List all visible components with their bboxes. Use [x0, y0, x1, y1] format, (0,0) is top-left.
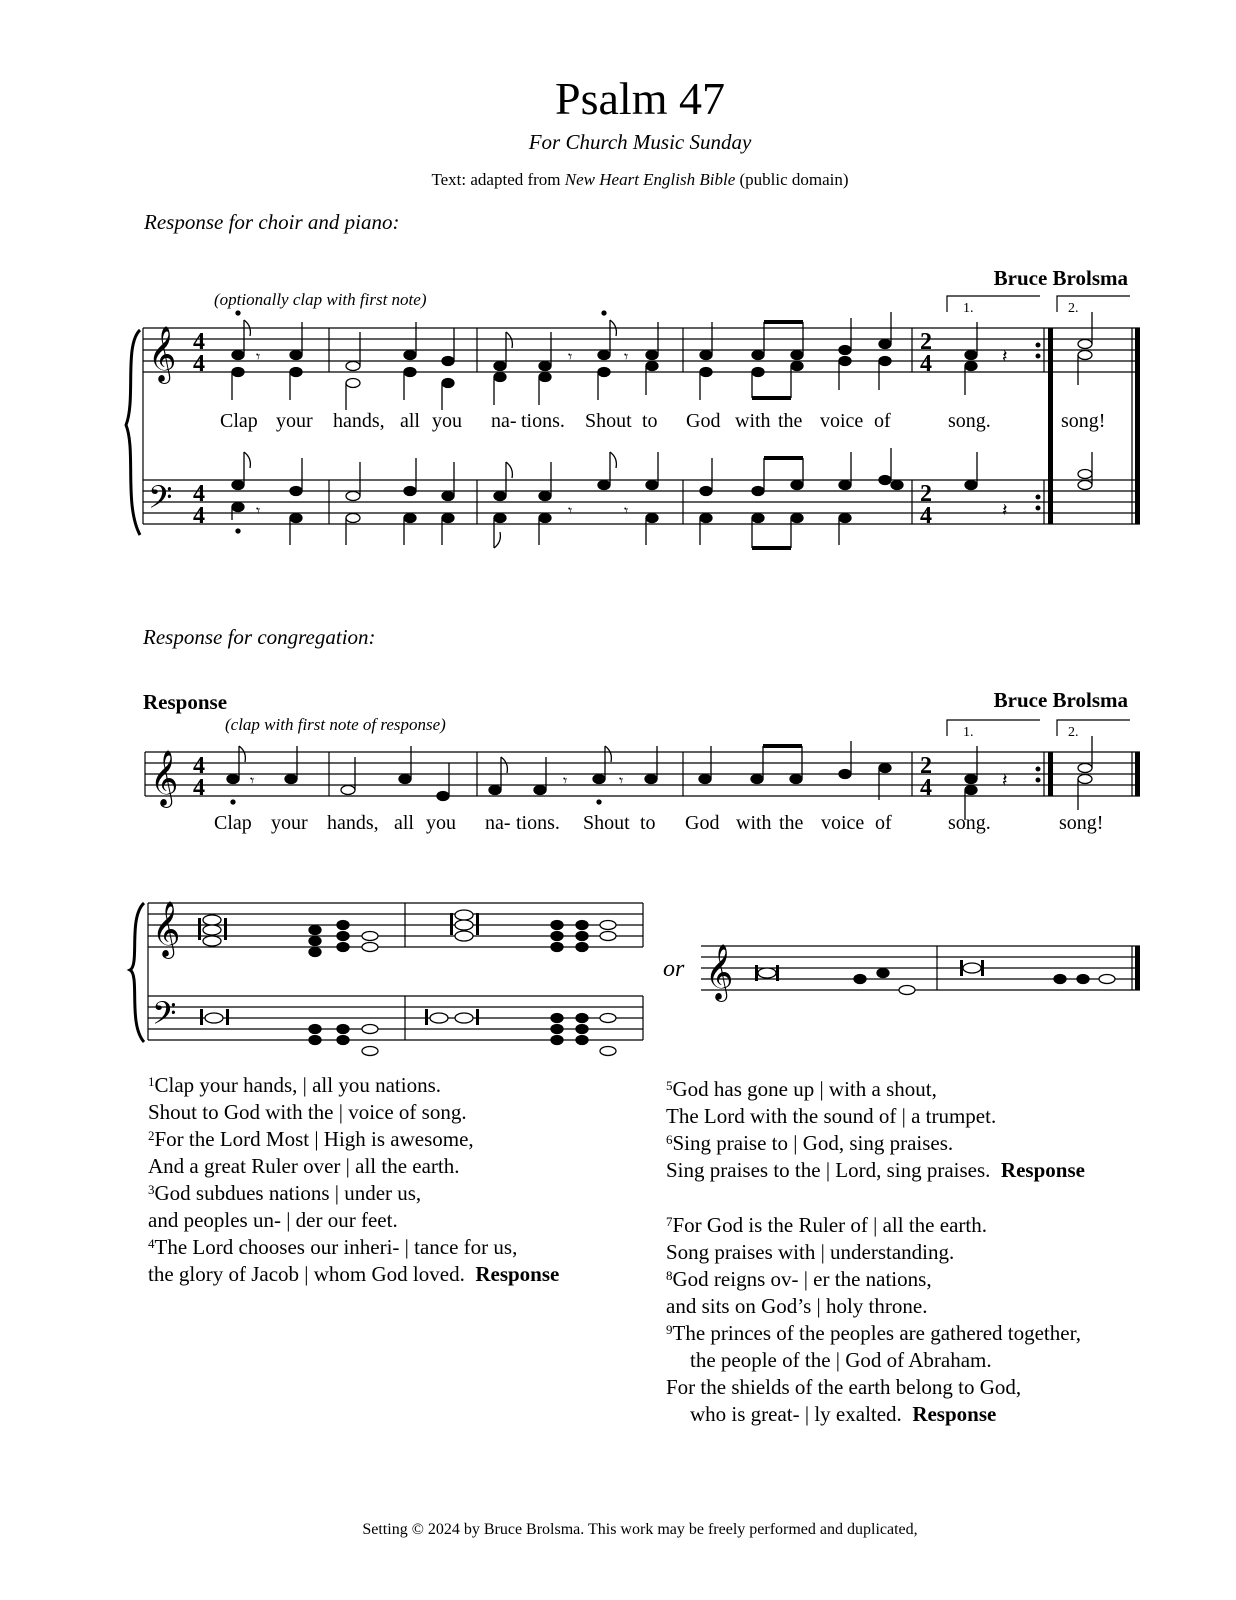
svg-text:4: 4: [193, 329, 205, 355]
verse-line: For the shields of the earth belong to God,: [666, 1375, 1022, 1399]
svg-text:𝄾: 𝄾: [563, 773, 568, 790]
congregation-lyric: all: [394, 812, 414, 834]
congregation-lyric: song.: [948, 812, 991, 834]
verse-line: $^2$For the Lord Most | High is awesome,: [148, 1127, 474, 1151]
svg-text:𝄢: 𝄢: [152, 997, 177, 1039]
choir-lyric: you: [432, 410, 462, 432]
choir-lyric: all: [400, 410, 420, 432]
svg-text:𝄽: 𝄽: [1002, 500, 1008, 520]
svg-text:𝄾: 𝄾: [568, 349, 573, 366]
congregation-treble-clef: 𝄞: [150, 752, 179, 805]
choir-lyric: hands,: [333, 410, 385, 432]
svg-text:2: 2: [920, 753, 932, 779]
verse-line: And a great Ruler over | all the earth.: [148, 1154, 460, 1178]
choir-composer: Bruce Brolsma: [993, 266, 1128, 290]
svg-text:4: 4: [193, 481, 205, 507]
choir-ending-1: 1.: [963, 301, 974, 316]
verses-right-b: [666, 1212, 1081, 1428]
copyright-footer: Setting © 2024 by Bruce Brolsma. This work may be freely performed and duplicated,: [362, 1521, 918, 1538]
svg-text:𝄽: 𝄽: [1002, 346, 1008, 366]
page-title: Psalm 47: [555, 73, 725, 124]
congregation-lyric: your: [271, 812, 308, 834]
choir-lyric: your: [276, 410, 313, 432]
verse-line: $^4$The Lord chooses our inheri- | tance for us,: [148, 1235, 518, 1259]
congregation-ending-1: 1.: [963, 725, 974, 740]
svg-text:𝄾: 𝄾: [624, 503, 629, 520]
page-subtitle: For Church Music Sunday: [528, 130, 752, 154]
congregation-clap-note: (clap with first note of response): [225, 715, 446, 734]
choir-bass-clef: 𝄢: [148, 481, 173, 523]
congregation-ending-2: 2.: [1068, 725, 1079, 740]
choir-lyric: voice: [820, 410, 864, 432]
congregation-lyric: you: [426, 812, 456, 834]
choir-treble-clef: 𝄞: [148, 328, 177, 381]
svg-text:𝄞: 𝄞: [705, 946, 734, 999]
choir-lyric: with: [735, 410, 771, 432]
credit-prefix: Text: adapted from: [431, 170, 565, 189]
congregation-lyric: song!: [1059, 812, 1104, 834]
verse-line: and peoples un- | der our feet.: [148, 1208, 398, 1232]
or-label: or: [663, 956, 685, 982]
credit-source: New Heart English Bible: [564, 170, 736, 189]
svg-text:4: 4: [920, 351, 932, 377]
verse-line: $^7$For God is the Ruler of | all the earth.: [666, 1213, 987, 1237]
svg-text:4: 4: [193, 775, 205, 801]
svg-text:4: 4: [920, 775, 932, 801]
choir-lyric: of: [874, 410, 891, 432]
verse-line: the people of the | God of Abraham.: [690, 1348, 992, 1372]
choir-lyric: to: [642, 410, 658, 432]
choir-lyric: na-: [491, 410, 517, 432]
congregation-lyric: Clap: [214, 812, 252, 834]
choir-lyric: Clap: [220, 410, 258, 432]
congregation-lyric: na-: [485, 812, 511, 834]
choir-ending-2: 2.: [1068, 301, 1079, 316]
svg-text:𝄾: 𝄾: [568, 503, 573, 520]
svg-text:4: 4: [193, 753, 205, 779]
svg-text:𝄾: 𝄾: [256, 503, 261, 520]
congregation-lyric: Shout: [583, 812, 630, 834]
verse-line: and sits on God’s | holy throne.: [666, 1294, 928, 1318]
congregation-lyric: to: [640, 812, 656, 834]
svg-text:2: 2: [920, 481, 932, 507]
verse-line: The Lord with the sound of | a trumpet.: [666, 1104, 997, 1128]
choir-clap-note: (optionally clap with first note): [214, 290, 427, 309]
verse-line: Song praises with | understanding.: [666, 1240, 955, 1264]
response-cue: Response: [475, 1262, 560, 1286]
congregation-lyric: God: [685, 812, 720, 834]
svg-text:𝄾: 𝄾: [619, 773, 624, 790]
svg-text:𝄾: 𝄾: [250, 773, 255, 790]
congregation-lyric: with: [736, 812, 772, 834]
choir-lyric: song.: [948, 410, 991, 432]
congregation-lyric: voice: [821, 812, 865, 834]
verse-line: Sing praises to the | Lord, sing praises. Response: [666, 1158, 1085, 1182]
verse-line: $^9$The princes of the peoples are gathered together,: [666, 1321, 1081, 1345]
svg-text:2: 2: [920, 329, 932, 355]
choir-lyric: the: [778, 410, 803, 432]
svg-text:𝄾: 𝄾: [624, 349, 629, 366]
svg-text:4: 4: [193, 351, 205, 377]
choir-lyric: tions.: [521, 410, 565, 432]
response-cue: Response: [912, 1402, 997, 1426]
verse-line: $^8$God reigns ov- | er the nations,: [666, 1267, 932, 1291]
verses-left: [148, 1072, 559, 1288]
verses-right-a: [666, 1076, 1085, 1184]
verse-line: the glory of Jacob | whom God loved. Response: [148, 1262, 560, 1286]
choir-lyric: God: [686, 410, 721, 432]
choir-lyric: Shout: [585, 410, 632, 432]
verse-line: Shout to God with the | voice of song.: [148, 1100, 467, 1124]
svg-text:𝄽: 𝄽: [1002, 770, 1008, 790]
verse-line: $^3$God subdues nations | under us,: [148, 1181, 422, 1205]
verse-line: $^5$God has gone up | with a shout,: [666, 1077, 937, 1101]
congregation-lyric: hands,: [327, 812, 379, 834]
choir-lyric: song!: [1061, 410, 1106, 432]
svg-text:𝄞: 𝄞: [152, 903, 181, 956]
choir-section-label: Response for choir and piano:: [144, 210, 400, 234]
congregation-section-label: Response for congregation:: [143, 625, 376, 649]
credit-suffix: (public domain): [735, 170, 849, 189]
congregation-response-label: Response: [143, 690, 228, 714]
verse-line: $^1$Clap your hands, | all you nations.: [148, 1073, 442, 1097]
svg-text:𝄾: 𝄾: [256, 349, 261, 366]
svg-text:4: 4: [920, 503, 932, 529]
verse-line: who is great- | ly exalted. Response: [690, 1402, 997, 1426]
congregation-composer: Bruce Brolsma: [993, 688, 1128, 712]
verse-line: $^6$Sing praise to | God, sing praises.: [666, 1131, 954, 1155]
response-cue: Response: [1000, 1158, 1085, 1182]
svg-text:4: 4: [193, 503, 205, 529]
congregation-lyric: tions.: [516, 812, 560, 834]
congregation-lyric: of: [875, 812, 892, 834]
congregation-lyric: the: [779, 812, 804, 834]
